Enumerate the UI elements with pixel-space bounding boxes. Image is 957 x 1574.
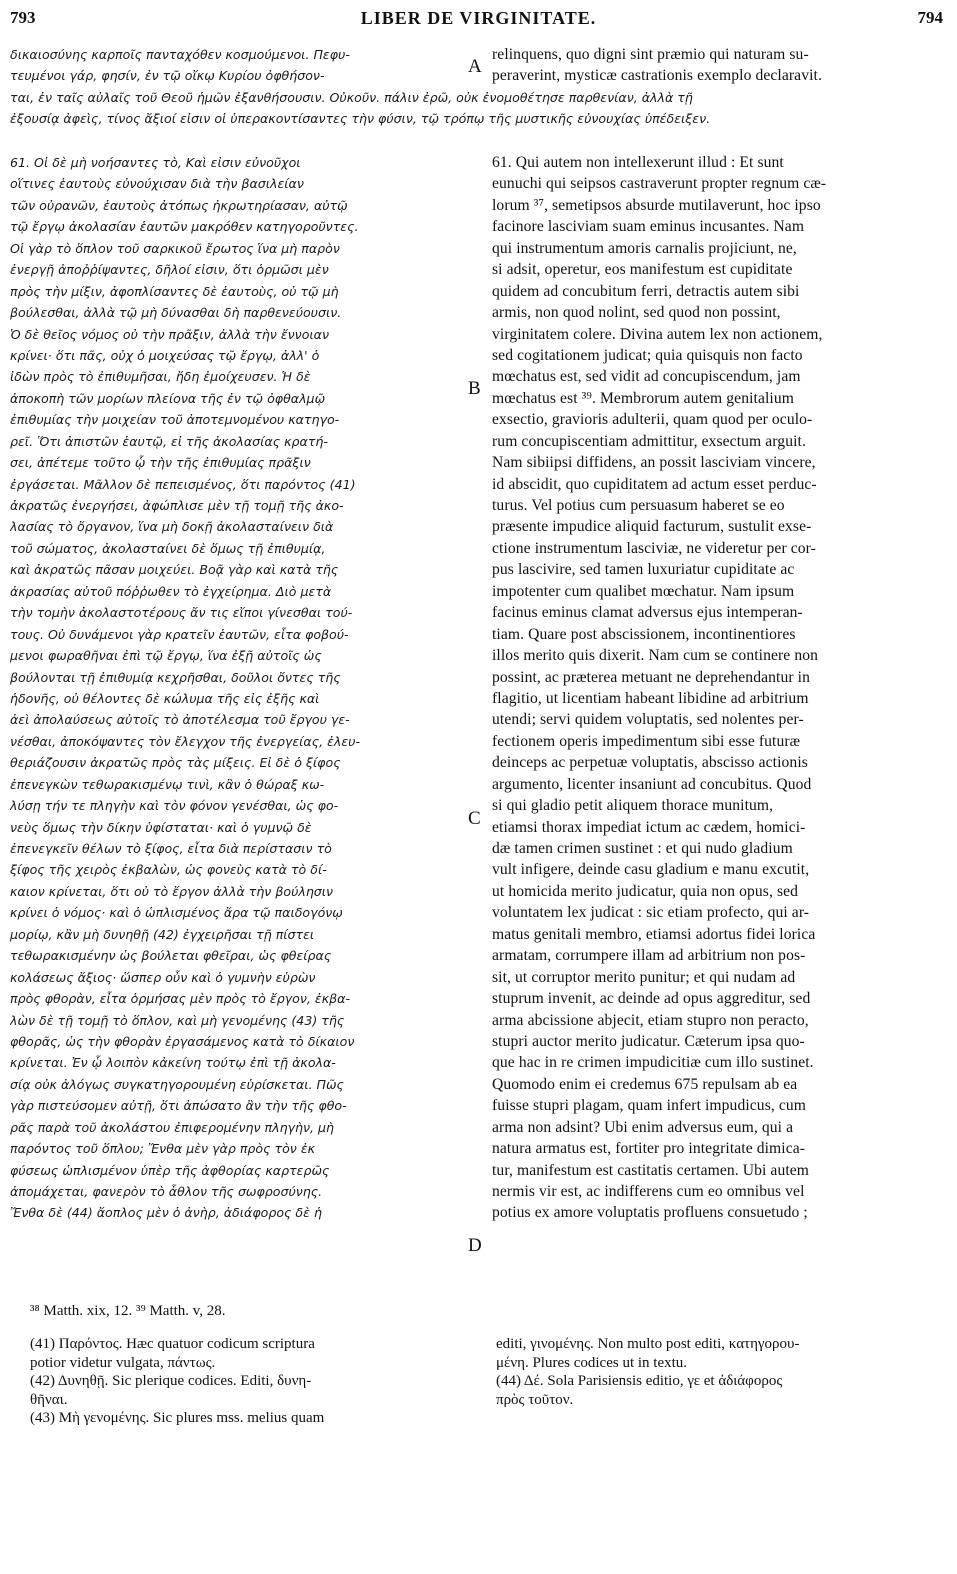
greek-text-line: λὼν δὲ τῇ τομῇ τὸ ὅπλον, καὶ μὴ γενομένης (43) τῆς	[10, 1012, 345, 1028]
greek-text-line: τεθωρακισμένην ὡς βούλεται φθεῖραι, ὡς φθείρας	[10, 948, 332, 964]
latin-text-line: si qui gladio petit aliquem thorace munitum,	[492, 797, 774, 815]
latin-column	[492, 152, 944, 1224]
latin-text-line: tur, manifestum est castitatis certamen. Ubi autem	[492, 1161, 810, 1179]
greek-text-line: ἰδὼν πρὸς τὸ ἐπιθυμῆσαι, ἤδη ἐμοίχευσεν. Ἡ δὲ	[10, 369, 311, 385]
greek-text-line: πρὸς τὴν μίξιν, ἀφοπλίσαντες δὲ ἑαυτοὺς, οὐ τῷ μὴ	[10, 283, 339, 299]
greek-text-line: παρόντος τοῦ ὅπλου; Ἔνθα μὲν γὰρ πρὸς τὸν ἐκ	[10, 1141, 316, 1157]
latin-text-line: facinore lasciviam suam eminus incusantes. Nam	[492, 218, 805, 236]
latin-text-line: utendi; servi quidem voluptatis, sed nolentes per-	[492, 711, 804, 729]
latin-text-line: tiam. Quare post abscissionem, incontinentiores	[492, 625, 796, 643]
latin-text-line: lorum ³⁷, semetipsos absurde mutilaverunt, hoc ipso	[492, 196, 821, 214]
footnotes-right	[496, 1335, 944, 1409]
latin-text-line: voluntatem lex judicat : sic etiam profecto, qui ar-	[492, 904, 810, 922]
latin-top-line: relinquens, quo digni sint præmio qui naturam su-	[492, 46, 809, 63]
footnote-line: θῆναι.	[30, 1391, 68, 1408]
greek-text-line: ρεῖ. Ὅτι ἀπιστῶν ἑαυτῷ, εἰ τῆς ἀκολασίας κρατή-	[10, 433, 328, 449]
latin-text-line: que hac in re crimen impudicitiæ cum illo sustinet.	[492, 1054, 814, 1072]
page-number-left: 793	[10, 8, 36, 27]
greek-text-line: φθορᾶς, ὡς τὴν φθορὰν ἐργασάμενος κατὰ τὸ δίκαιον	[10, 1033, 355, 1049]
greek-text-line: νέσθαι, ἀποκόψαντες τὸν ἔλεγχον τῆς ἐνεργείας, ἐλευ-	[10, 733, 361, 749]
greek-text-line: μορίῳ, κἂν μὴ δυνηθῇ (42) ἐγχειρῆσαι τῇ πίστει	[10, 926, 315, 942]
latin-text-line: Quomodo enim ei credemus 675 repulsam ab ea	[492, 1075, 798, 1093]
latin-text-line: stuprum invenit, ac deinde ad opus aggreditur, sed	[492, 990, 811, 1008]
latin-text-line: matus genitali membro, etiamsi adortus fidei lorica	[492, 925, 816, 943]
greek-text-line: καιον κρίνεται, ὅτι οὐ τὸ ἔργον ἀλλὰ τὴν βούλησιν	[10, 883, 334, 899]
latin-text-line: mœchatus est ³⁹. Membrorum autem genitalium	[492, 389, 794, 407]
greek-text-line: ρᾶς παρὰ τοῦ ἀκολάστου ἐπιφερομένην πληγὴν, μὴ	[10, 1119, 335, 1135]
greek-text-line: σει, ἀπέτεμε τοῦτο ᾧ τὴν τῆς ἐπιθυμίας πρᾶξιν	[10, 455, 311, 471]
latin-text-line: armis, non quod nolint, sed quod non possint,	[492, 304, 781, 322]
latin-text-line: arma abcissione abjecit, etiam stupro non peracto,	[492, 1011, 809, 1029]
latin-top	[492, 44, 944, 87]
greek-text-line: πρὸς φθορὰν, εἶτα ὁρμήσας μὲν πρὸς τὸ ἔργον, ἐκβα-	[10, 991, 350, 1007]
greek-text-line: κρίνει ὁ νόμος· καὶ ὁ ὡπλισμένος ἄρα τῷ παιδογόνῳ	[10, 905, 343, 921]
footnote-line: (43) Μὴ γενομένης. Sic plures mss. melius quam	[30, 1410, 325, 1426]
greek-text-line: γὰρ πιστεύσομεν αὐτῇ, ὅτι ἀπώσατο ἂν τὴν τῆς φθο-	[10, 1098, 347, 1114]
latin-top-line: peraverint, mysticæ castrationis exemplo declaravit.	[492, 67, 822, 85]
greek-text-line: κρίνεται. Ἐν ᾧ λοιπὸν κἀκείνη τούτῳ ἐπὶ τῇ ἀκολα-	[10, 1055, 336, 1071]
footnote-line: (44) Δέ. Sola Parisiensis editio, γε et ἀδιάφορος	[496, 1373, 783, 1389]
footnotes-left	[30, 1335, 470, 1428]
greek-text-line: τῶν οὐρανῶν, ἑαυτοὺς ἀτόπως ἠκρωτηρίασαν, αὐτῷ	[10, 197, 348, 213]
greek-text-line: τῷ ἔργῳ ἀκολασίαν ἑαυτῶν μακρόθεν κατηγοροῦντες.	[10, 219, 359, 235]
footnote-line: πρὸς τοῦτον.	[496, 1391, 574, 1408]
latin-text-line: si adsit, operetur, eos manifestum est cupiditate	[492, 261, 793, 279]
full-width-line: ἐξουσίᾳ ἀφεὶς, τίνος ἄξιοί εἰσιν οἱ ὑπερακοντίσαντες τὴν φύσιν, τῷ τρόπῳ τῆς μυστικῆς εὐνουχίας ὑπέδειξεν.	[10, 111, 711, 127]
latin-text-line: mœchatus est, sed vidit ad concupiscendum, jam	[492, 368, 801, 386]
footnote-line: μένη. Plures codices ut in textu.	[496, 1354, 688, 1371]
greek-text-line: ἀεὶ ἀπολαύσεως αὐτοῖς τὸ ἀποτέλεσμα τοῦ ἔργου γε-	[10, 712, 350, 728]
greek-text-line: ξίφος τῆς χειρὸς ἐκβαλὼν, ὡς φονεὺς κατὰ τὸ δί-	[10, 862, 327, 878]
greek-text-line: μενοι φωραθῆναι ἐπὶ τῷ ἔργῳ, ἵνα ἐξῇ αὐτοῖς ὡς	[10, 648, 322, 664]
scripture-references: ³⁸ Matth. xix, 12. ³⁹ Matth. v, 28.	[30, 1303, 226, 1319]
latin-text-line: arma non adsint? Ubi enim adversus eum, qui a	[492, 1118, 794, 1136]
latin-text-line: deinceps ac perpetuæ voluptatis, abscisso actionis	[492, 754, 808, 772]
margin-marker-d: D	[468, 1235, 482, 1256]
page-header	[0, 0, 957, 36]
latin-text-line: id abscidit, quo cupiditatem ad actum esset perduc-	[492, 475, 817, 493]
greek-text-line: Ὁ δὲ θεῖος νόμος οὐ τὴν πρᾶξιν, ἀλλὰ τὴν ἔννοιαν	[10, 326, 330, 342]
latin-text-line: illos merito quis dixerit. Nam cum se continere non	[492, 647, 819, 665]
greek-text-line: λασίας τὸ ὄργανον, ἵνα μὴ δοκῇ ἀκολασταίνειν διὰ	[10, 519, 334, 535]
latin-text-line: facinus eminus clamat adversus ejus intemperan-	[492, 604, 803, 622]
greek-text-line: βούλονται τῇ ἐπιθυμίᾳ κεχρῆσθαι, δοῦλοι ὄντες τῆς	[10, 669, 341, 685]
full-width-greek	[10, 87, 940, 130]
greek-text-line: ἀκρασίας αὐτοῦ πόῤῥωθεν τὸ ἐγχείρημα. Διὸ μετὰ	[10, 583, 332, 599]
latin-text-line: sit, ut corruptor merito punitur; et qui nudam ad	[492, 968, 796, 986]
greek-text-line: βούλεσθαι, ἀλλὰ τῷ μὴ δύνασθαι δὴ παρθενεύουσιν.	[10, 305, 342, 321]
greek-text-line: λύσῃ τήν τε πληγὴν καὶ τὸν φόνον γενέσθαι, ὡς φο-	[10, 798, 339, 814]
latin-text-line: nermis vir est, ac indifferens cum eo omnibus vel	[492, 1183, 805, 1200]
latin-text-line: argumento, licenter insaniunt ad concubitus. Quod	[492, 775, 812, 793]
latin-text-line: etiamsi thorax impediat ictum ac cædem, homici-	[492, 818, 806, 836]
footnote-line: (42) Δυνηθῇ. Sic plerique codices. Editi, δυνη-	[30, 1373, 312, 1389]
greek-text-line: φύσεως ὡπλισμένον ὑπὲρ τῆς ἀφθορίας καρτερῶς	[10, 1162, 330, 1178]
latin-text-line: ut homicida merito judicatur, quia non opus, sed	[492, 882, 799, 900]
greek-text-line: ἐπενεγκεῖν θέλων τὸ ξίφος, εἶτα διὰ περίστασιν τὸ	[10, 841, 332, 856]
latin-text-line: possint, ac præterea metuant ne deprehendantur in	[492, 668, 810, 686]
greek-text-line: καὶ ἀκρατῶς πᾶσαν μοιχεύει. Βοᾷ γὰρ καὶ κατὰ τῆς	[10, 562, 339, 578]
footnote-line: potior videtur vulgata, πάντως.	[30, 1354, 216, 1371]
latin-text-line: potius ex amore voluptatis profluens consuetudo ;	[492, 1204, 808, 1222]
greek-top	[10, 44, 477, 87]
greek-top-line: δικαιοσύνης καρποῖς πανταχόθεν κοσμούμενοι. Πεφυ-	[10, 47, 350, 62]
margin-marker-c: C	[468, 808, 481, 829]
full-width-line: ται, ἐν ταῖς αὐλαῖς τοῦ Θεοῦ ἡμῶν ἐξανθήσουσιν. Οὐκοῦν. πάλιν ἐρῶ, οὐκ ἐνομοθέτησε παρθενίαν, ἀλλὰ τῇ	[10, 90, 693, 105]
greek-column	[10, 152, 477, 1224]
latin-text-line: flagitio, ut licentiam habeant libidine ad arbitrium	[492, 689, 809, 707]
latin-text-line: sed cogitationem judicat; quia quisquis non facto	[492, 346, 803, 364]
latin-text-line: qui instrumentum amoris carnalis projiciunt, ne,	[492, 239, 797, 257]
greek-text-line: νεὺς ὅμως τὴν δίκην ὑφίσταται· καὶ ὁ γυμνῷ δὲ	[10, 819, 312, 835]
latin-text-line: natura armatus est, fortiter pro integritate dimica-	[492, 1140, 806, 1158]
greek-text-line: τους. Οὐ δυνάμενοι γὰρ κρατεῖν ἑαυτῶν, εἶτα φοβού-	[10, 626, 349, 642]
latin-text-line: fuisse stupri plagam, quam infert impudicus, cum	[492, 1097, 807, 1115]
latin-text-line: 61. Qui autem non intellexerunt illud : Et sunt	[492, 154, 784, 171]
margin-marker-a: A	[468, 56, 482, 77]
greek-text-line: Ἔνθα δὲ (44) ἄοπλος μὲν ὁ ἀνὴρ, ἀδιάφορος δὲ ἡ	[10, 1205, 322, 1221]
greek-text-line: ἐπιθυμίας τὴν μοιχείαν τοῦ ἀποτεμνομένου κατηγο-	[10, 412, 340, 428]
running-title: LIBER DE VIRGINITATE.	[360, 8, 597, 28]
latin-text-line: armatam, corrumpere illam ad arbitrium non pos-	[492, 947, 806, 965]
greek-text-line: ἀποκοπὴ τῶν μορίων πλείονα τῆς ἐν τῷ ὀφθαλμῷ	[10, 390, 326, 406]
footnote-line: editi, γινομένης. Non multo post editi, κατηγορου-	[496, 1336, 800, 1352]
greek-text-line: ἡδονῆς, οὐ θέλοντες δὲ κώλυμα τῆς εἰς ἐξῆς καὶ	[10, 690, 320, 706]
latin-text-line: virginitatem colere. Divina autem lex non actionem,	[492, 325, 823, 343]
latin-text-line: quidem ad concubitum ferri, detractis autem sibi	[492, 282, 800, 300]
greek-text-line: 61. Οἱ δὲ μὴ νοήσαντες τὸ, Καὶ εἰσιν εὐνοῦχοι	[10, 155, 301, 170]
greek-text-line: σίᾳ οὐκ ἀλόγως συγκατηγορουμένη εὑρίσκεται. Πῶς	[10, 1076, 344, 1092]
footnote-line: (41) Παρόντος. Hæc quatuor codicum scriptura	[30, 1336, 315, 1352]
latin-text-line: præsente impudice aliquid facturum, sustulit exse-	[492, 518, 812, 536]
greek-top-line: τευμένοι γάρ, φησίν, ἐν τῷ οἴκῳ Κυρίου ὀφθήσον-	[10, 68, 325, 84]
latin-text-line: impotenter cum qualibet mœchatur. Nam ipsum	[492, 582, 795, 600]
page-number-right: 794	[917, 8, 943, 27]
greek-text-line: ἐνεργῇ ἀποῤῥίψαντες, δῆλοί εἰσιν, ὅτι ὁρμῶσι μὲν	[10, 262, 329, 278]
greek-text-line: κολάσεως ἄξιος· ὥσπερ οὖν καὶ ὁ γυμνὴν εὑρὼν	[10, 969, 316, 985]
latin-text-line: ctione instrumentum lasciviæ, ne videretur per cor-	[492, 539, 816, 557]
greek-text-line: ἀπομάχεται, φανερὸν τὸ ἆθλον τῆς σωφροσύνης.	[10, 1184, 323, 1199]
margin-marker-b: B	[468, 378, 481, 399]
latin-text-line: stupri auctor merito judicatur. Cæterum ipsa quo-	[492, 1032, 805, 1050]
greek-text-line: οἵτινες ἑαυτοὺς εὐνούχισαν διὰ τὴν βασιλείαν	[10, 176, 304, 192]
latin-text-line: rum concupiscentiam admittitur, exsectum arguit.	[492, 432, 806, 450]
greek-text-line: ἐργάσεται. Μᾶλλον δὲ πεπεισμένος, ὅτι παρόντος (41)	[10, 476, 356, 492]
greek-text-line: Οἱ γὰρ τὸ ὅπλον τοῦ σαρκικοῦ ἔρωτος ἵνα μὴ παρὸν	[10, 240, 340, 256]
latin-text-line: pus lascivire, sed tamen luxuriatur cupiditate ac	[492, 561, 795, 579]
greek-text-line: τοῦ σώματος, ἀκολασταίνει δὲ ὅμως τῇ ἐπιθυμίᾳ,	[10, 540, 326, 556]
greek-text-line: ἐπενεγκὼν τεθωρακισμένῳ τινὶ, κἂν ὁ θώραξ κω-	[10, 776, 325, 792]
latin-text-line: fectionem operis impedimentum sibi esse futuræ	[492, 732, 801, 750]
latin-text-line: eunuchi qui seipsos castraverunt propter regnum cæ-	[492, 175, 827, 193]
greek-text-line: ἀκρατῶς ἐνεργήσει, ἀφώπλισε μὲν τῇ τομῇ τῆς ἀκο-	[10, 498, 344, 513]
greek-text-line: θεριάζουσιν ἀκρατῶς πρὸς τὰς μίξεις. Εἰ δὲ ὁ ξίφος	[10, 755, 341, 771]
latin-text-line: dæ tamen crimen sustinet : et qui nudo gladium	[492, 840, 793, 857]
latin-text-line: turus. Vel potius cum persuasum haberet se eo	[492, 497, 785, 514]
greek-text-line: κρίνει· ὅτι πᾶς, οὐχ ὁ μοιχεύσας τῷ ἔργῳ, ἀλλ' ὁ	[10, 347, 320, 363]
latin-text-line: vult infigere, deinde casu gladium e manu excutit,	[492, 861, 810, 879]
greek-text-line: τὴν τομὴν ἀκολαστοτέρους ἄν τις εἴποι γίνεσθαι τού-	[10, 605, 353, 621]
latin-text-line: exsectio, gravioris adulterii, quam quod per oculo-	[492, 411, 813, 429]
latin-text-line: Nam sibiipsi diffidens, an possit lasciviam vincere,	[492, 454, 816, 472]
